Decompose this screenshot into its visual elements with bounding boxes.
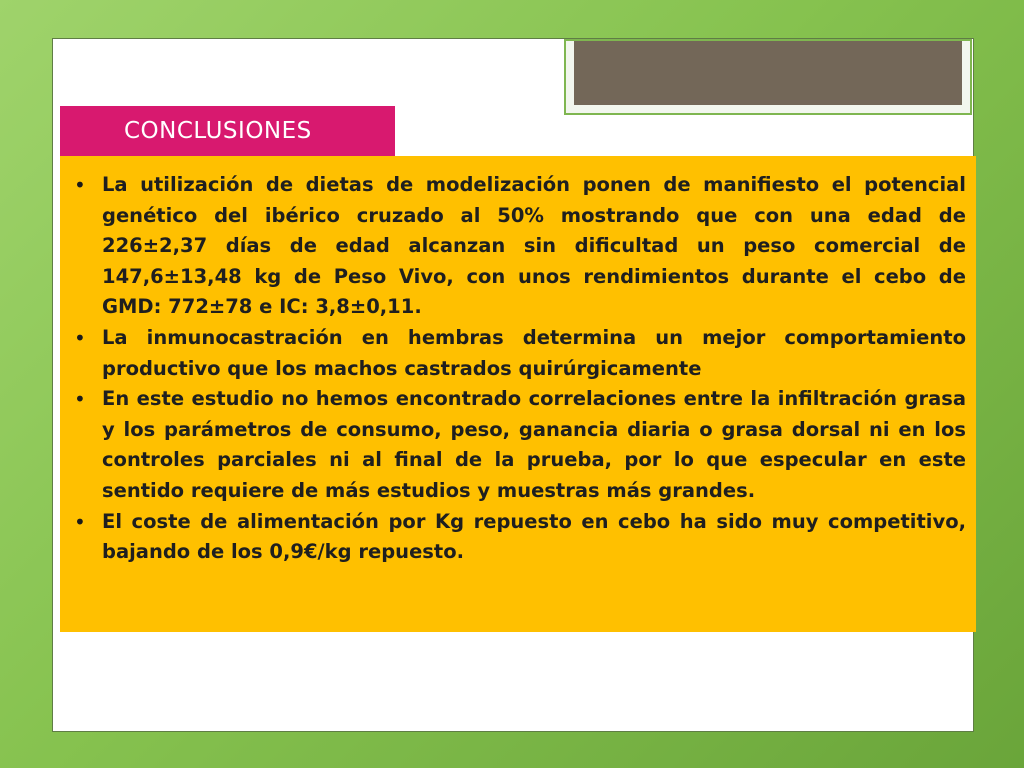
bullet-text: La inmunocastración en hembras determina un mejor comportamiento productivo que los machos castrados quirúrgicamente — [102, 325, 966, 380]
list-item — [72, 507, 966, 568]
bullet-text: El coste de alimentación por Kg repuesto en cebo ha sido muy competitivo, bajando de los 0,9€/kg repuesto. — [102, 509, 966, 564]
header-photo — [574, 41, 962, 105]
bullet-icon: • — [74, 387, 86, 412]
list-item — [72, 384, 966, 506]
bullet-icon: • — [74, 173, 86, 197]
conclusions-list — [72, 170, 966, 568]
conclusions-box — [60, 156, 976, 632]
list-item — [72, 323, 966, 384]
bullet-text: En este estudio no hemos encontrado correlaciones entre la infiltración grasa y los parámetros de consumo, peso, ganancia diaria o grasa dorsal ni en los controles parciales ni al final de la prueba, por lo que especular en este sentido requiere de más estudios y muestras más grandes. — [102, 387, 966, 502]
header-photo-frame — [564, 39, 972, 115]
bullet-icon: • — [74, 509, 86, 534]
bullet-text: La utilización de dietas de modelización ponen de manifiesto el potencial genético del ibérico cruzado al 50% mostrando que con una edad de 226±2,37 días de edad alcanzan sin dificultad un peso comercial de 147,6±13,48 kg de Peso Vivo, con unos rendimientos durante el cebo de GMD: 772±78 e IC: 3,8±0,11. — [102, 173, 966, 319]
section-title: CONCLUSIONES — [124, 118, 312, 144]
section-title-tab — [60, 106, 395, 156]
list-item — [72, 170, 966, 323]
bullet-icon: • — [74, 325, 86, 350]
